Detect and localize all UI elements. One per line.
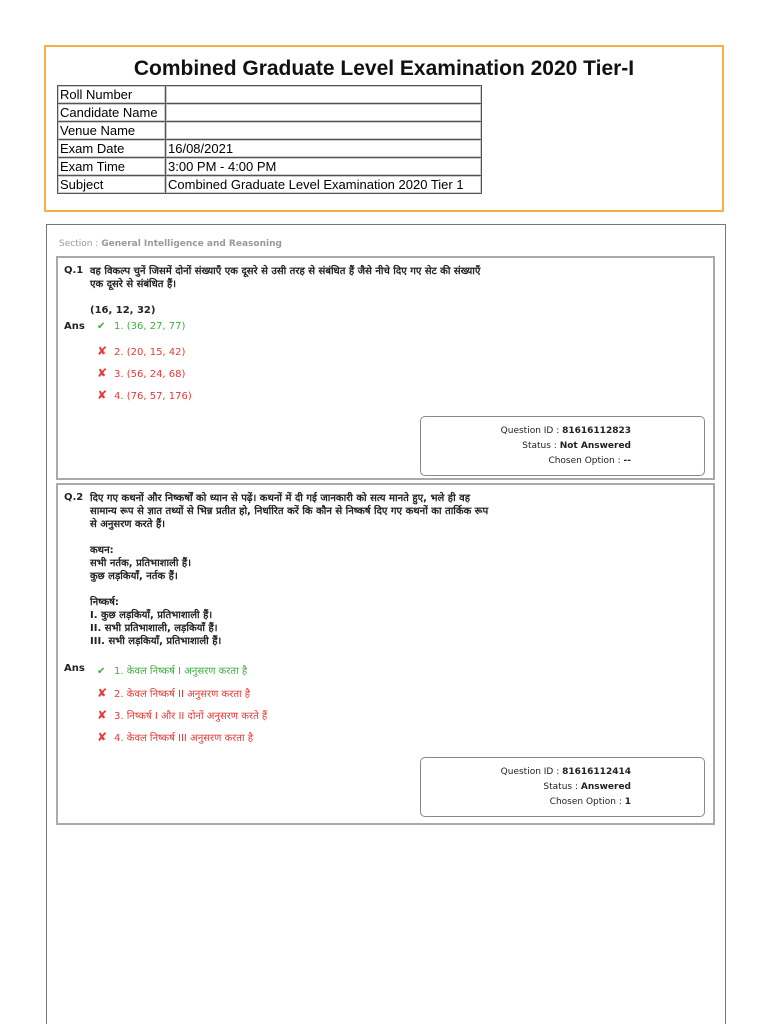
option-text: 4. (76, 57, 176) [114,391,192,402]
info-label: Exam Date [58,140,166,158]
info-row [58,122,482,140]
info-label: Roll Number [58,86,166,104]
question-meta-box [420,416,705,476]
info-row [58,104,482,122]
info-label: Exam Time [58,158,166,176]
info-value [166,86,482,104]
option-text: 1. (36, 27, 77) [114,321,186,332]
info-label: Subject [58,176,166,194]
option-text: 4. केवल निष्कर्ष III अनुसरण करता है [114,733,254,744]
info-label: Venue Name [58,122,166,140]
chosen-value: 1 [624,797,631,807]
chosen-label: Chosen Option : [549,797,625,807]
cross-icon: ✘ [97,344,108,358]
cross-icon: ✘ [97,686,108,700]
option-4 [97,730,253,744]
option-2 [97,686,250,700]
answer-label: Ans [64,321,85,332]
check-icon: ✔ [97,321,106,332]
question-id-label: Question ID : [500,767,563,777]
question-number: Q.2 [64,492,84,503]
exam-header [44,45,724,212]
question-text: दिए गए कथनों और निष्कर्षों को ध्यान से पढ़ें। कथनों में दी गई जानकारी को सत्य मानते हुए, भले ही वह सामान्य रूप से ज्ञात तथ्यों से भिन्न प्रतीत हो, निर्धारित करें कि कौन से निष्कर्ष दिए गए कथनों का तार्किक रूप से अनुसरण करते हैं। कथन: सभी नर्तक, प्रतिभाशाली हैं। कुछ लड़कियाँ, नर्तक हैं। निष्कर्ष: I. कुछ लड़कियाँ, प्रतिभाशाली हैं। II. सभी प्रतिभाशाली, लड़कियाँ हैं। III. सभी लड़कियाँ, प्रतिभाशाली हैं। [90,493,489,647]
candidate-info-table [57,85,482,194]
status-value: Answered [580,782,631,792]
cross-icon: ✘ [97,708,108,722]
question-meta-box [420,757,705,817]
info-value: Combined Graduate Level Examination 2020 Tier 1 [166,176,482,194]
question-status [421,782,631,792]
question-id-label: Question ID : [500,426,563,436]
option-text: 2. (20, 15, 42) [114,347,186,358]
option-1 [97,321,185,332]
question-id-value: 81616112823 [562,426,631,436]
cross-icon: ✘ [97,730,108,744]
answer-label: Ans [64,663,85,674]
option-text: 3. (56, 24, 68) [114,369,186,380]
exam-title: Combined Graduate Level Examination 2020 Tier-I [133,57,635,80]
info-row [58,176,482,194]
question-number: Q.1 [64,265,84,276]
info-row [58,86,482,104]
check-icon: ✔ [97,666,106,677]
question-status [421,441,631,451]
info-row [58,158,482,176]
option-text: 2. केवल निष्कर्ष II अनुसरण करता है [114,689,251,700]
chosen-option [421,797,631,807]
section-name: General Intelligence and Reasoning [101,239,282,249]
info-row [58,140,482,158]
section-prefix: Section : [59,239,102,249]
cross-icon: ✘ [97,366,108,380]
info-value [166,122,482,140]
option-2 [97,344,185,358]
info-value: 3:00 PM - 4:00 PM [166,158,482,176]
option-3 [97,708,267,722]
option-text: 3. निष्कर्ष I और II दोनों अनुसरण करते हैं [114,711,268,722]
option-4 [97,388,192,402]
option-3 [97,366,185,380]
status-label: Status : [543,782,581,792]
question-id-value: 81616112414 [562,767,631,777]
status-value: Not Answered [559,441,631,451]
info-value: 16/08/2021 [166,140,482,158]
question-text: वह विकल्प चुनें जिसमें दोनों संख्याएँ एक दूसरे से उसी तरह से संबंधित हैं जैसे नीचे दिए गए सेट की संख्याएँ एक दूसरे से संबंधित हैं। (16, 12, 32) [90,266,481,316]
info-value [166,104,482,122]
cross-icon: ✘ [97,388,108,402]
chosen-label: Chosen Option : [548,456,624,466]
chosen-value: -- [623,456,631,466]
question-id [421,426,631,436]
option-text: 1. केवल निष्कर्ष I अनुसरण करता है [114,666,248,677]
question-id [421,767,631,777]
chosen-option [421,456,631,466]
option-1 [97,663,247,677]
status-label: Status : [522,441,560,451]
section-label [59,239,282,249]
info-label: Candidate Name [58,104,166,122]
